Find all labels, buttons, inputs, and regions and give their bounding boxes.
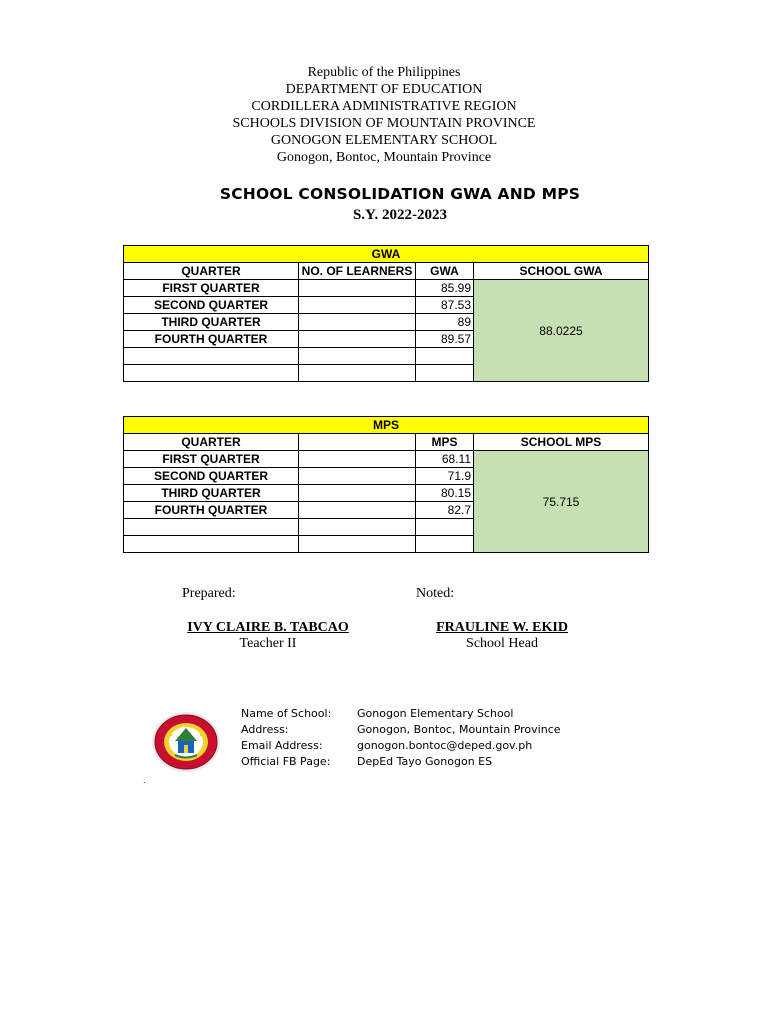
mps-col-school: SCHOOL MPS [474, 434, 649, 451]
mps-value-cell: 68.11 [416, 451, 474, 468]
mps-header-row [124, 434, 649, 451]
learners-cell [299, 485, 416, 502]
noted-label: Noted: [416, 586, 455, 601]
quarter-cell: FOURTH QUARTER [124, 502, 299, 519]
gwa-col-value: GWA [416, 263, 474, 280]
mps-col-quarter: QUARTER [124, 434, 299, 451]
school-year: S.Y. 2022-2023 [352, 207, 448, 223]
noted-name: FRAULINE W. EKID [436, 620, 568, 635]
mps-col-learners [299, 434, 416, 451]
info-row-email [241, 738, 561, 754]
learners-cell [299, 365, 416, 382]
header-division: SCHOOLS DIVISION OF MOUNTAIN PROVINCE [232, 116, 536, 131]
quarter-cell [124, 536, 299, 553]
mps-table [123, 416, 649, 553]
learners-cell [299, 314, 416, 331]
info-label: Email Address: [241, 739, 323, 752]
mps-col-value: MPS [416, 434, 474, 451]
info-label: Official FB Page: [241, 755, 331, 768]
school-mps-value: 75.715 [474, 451, 649, 553]
noted-signatory [402, 620, 602, 652]
gwa-banner: GWA [124, 246, 649, 263]
learners-cell [299, 297, 416, 314]
gwa-value-cell: 89.57 [416, 331, 474, 348]
mps-value-cell [416, 519, 474, 536]
learners-cell [299, 451, 416, 468]
table-row [124, 280, 649, 297]
table-row [124, 451, 649, 468]
quarter-cell: SECOND QUARTER [124, 297, 299, 314]
quarter-cell: THIRD QUARTER [124, 314, 299, 331]
info-label: Name of School: [241, 707, 332, 720]
mps-banner: MPS [124, 417, 649, 434]
header-location: Gonogon, Bontoc, Mountain Province [276, 150, 492, 165]
quarter-cell [124, 348, 299, 365]
gwa-value-cell: 89 [416, 314, 474, 331]
gwa-value-cell: 85.99 [416, 280, 474, 297]
school-gwa-value: 88.0225 [474, 280, 649, 382]
prepared-label: Prepared: [182, 586, 236, 601]
quarter-cell: FIRST QUARTER [124, 451, 299, 468]
learners-cell [299, 348, 416, 365]
mps-value-cell: 82.7 [416, 502, 474, 519]
school-seal-icon [151, 711, 221, 773]
learners-cell [299, 468, 416, 485]
learners-cell [299, 331, 416, 348]
quarter-cell [124, 365, 299, 382]
info-value: Gonogon Elementary School [357, 707, 514, 720]
gwa-value-cell: 87.53 [416, 297, 474, 314]
info-row-fb [241, 754, 561, 770]
info-value: DepEd Tayo Gonogon ES [357, 755, 493, 768]
gwa-col-learners: NO. OF LEARNERS [299, 263, 416, 280]
info-value: gonogon.bontoc@deped.gov.ph [357, 739, 533, 752]
mps-value-cell [416, 536, 474, 553]
prepared-name: IVY CLAIRE B. TABCAO [187, 620, 349, 635]
header-republic: Republic of the Philippines [307, 65, 461, 80]
info-label: Address: [241, 723, 289, 736]
header-region: CORDILLERA ADMINISTRATIVE REGION [251, 99, 517, 114]
header-school: GONOGON ELEMENTARY SCHOOL [270, 133, 498, 148]
school-info [241, 706, 561, 770]
gwa-header-row [124, 263, 649, 280]
letterhead [0, 64, 768, 166]
quarter-cell: SECOND QUARTER [124, 468, 299, 485]
learners-cell [299, 502, 416, 519]
learners-cell [299, 280, 416, 297]
quarter-cell: THIRD QUARTER [124, 485, 299, 502]
info-row-address [241, 722, 561, 738]
quarter-cell [124, 519, 299, 536]
gwa-col-quarter: QUARTER [124, 263, 299, 280]
prepared-signatory [168, 620, 368, 652]
info-row-name [241, 706, 561, 722]
prepared-position: Teacher II [239, 636, 297, 651]
noted-position: School Head [466, 636, 538, 651]
quarter-cell: FIRST QUARTER [124, 280, 299, 297]
mps-value-cell: 80.15 [416, 485, 474, 502]
gwa-value-cell [416, 365, 474, 382]
learners-cell [299, 536, 416, 553]
page-title: SCHOOL CONSOLIDATION GWA AND MPS [219, 185, 581, 203]
info-value: Gonogon, Bontoc, Mountain Province [357, 723, 561, 736]
stray-mark: . [143, 776, 146, 785]
learners-cell [299, 519, 416, 536]
quarter-cell: FOURTH QUARTER [124, 331, 299, 348]
mps-value-cell: 71.9 [416, 468, 474, 485]
gwa-col-school: SCHOOL GWA [474, 263, 649, 280]
gwa-table [123, 245, 649, 382]
gwa-value-cell [416, 348, 474, 365]
header-department: DEPARTMENT OF EDUCATION [285, 82, 483, 97]
